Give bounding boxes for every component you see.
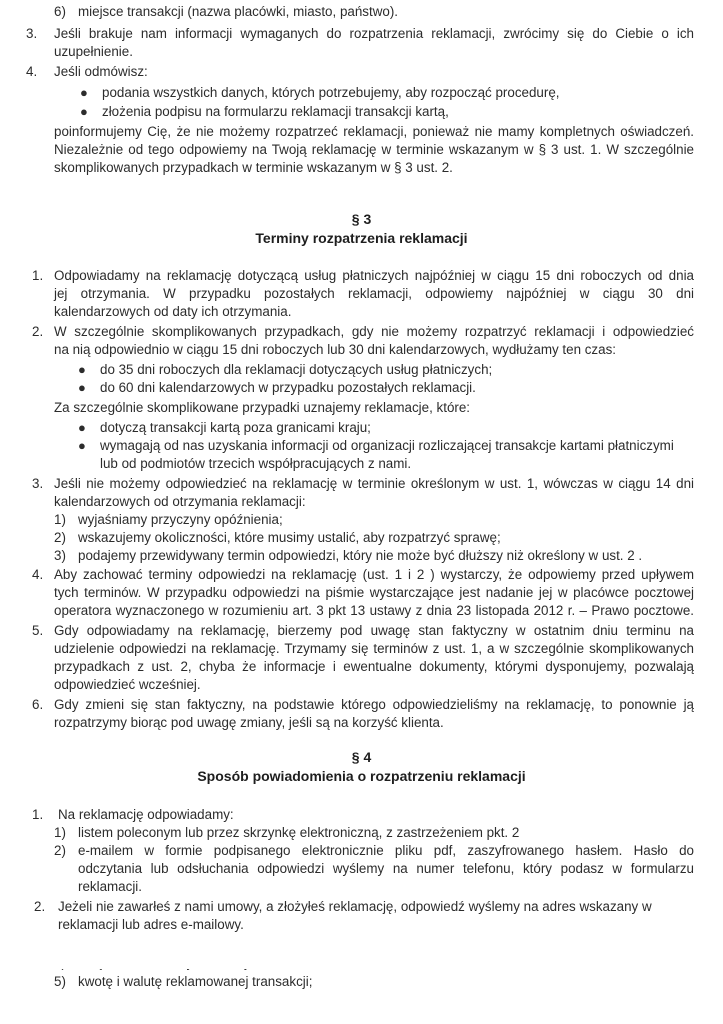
- paragraph-line: Niezależnie od tego odpowiemy na Twoją reklamację w terminie wskazanym w § 3 ust. 1. W szczególnie: [54, 142, 694, 157]
- paragraph-line: udzielenie odpowiedzi na reklamację. Trzymamy się terminów z ust. 1, a w szczególnie skomplikowanych: [54, 641, 694, 656]
- list-number: 1.: [32, 807, 44, 822]
- paragraph-line: reklamacji lub adres e-mailowy.: [58, 917, 244, 932]
- paragraph-line: Gdy zmieni się stan faktyczny, na podstawie którego odpowiedzieliśmy na reklamację, to ponownie ją: [54, 697, 694, 712]
- paragraph-line: Jeśli odmówisz:: [54, 64, 148, 79]
- page-cut-mask: [0, 955, 723, 969]
- paragraph-line: Odpowiadamy na reklamację dotyczącą usług płatniczych najpóźniej w ciągu 15 dni roboczych od dnia: [54, 268, 694, 283]
- bullet-text: złożenia podpisu na formularzu reklamacji transakcji kartą,: [102, 104, 449, 119]
- bullet-icon: ●: [78, 380, 86, 395]
- list-item-text: miejsce transakcji (nazwa placówki, miasto, państwo).: [78, 4, 399, 19]
- paragraph-line: Za szczególnie skomplikowane przypadki uznajemy reklamacje, które:: [54, 400, 471, 415]
- list-number: 2): [54, 843, 66, 858]
- bullet-icon: ●: [78, 420, 86, 435]
- paragraph-line: jej otrzymania. W przypadku pozostałych reklamacji, odpowiemy najpóźniej w ciągu 30 dni: [54, 286, 694, 301]
- list-number: 2.: [32, 324, 44, 339]
- paragraph-line: operatora wyznaczonego w rozumieniu art. 3 pkt 13 ustawy z dnia 23 listopada 2012 r. – Prawo pocztowe.: [54, 603, 694, 618]
- list-number: 2.: [34, 899, 46, 914]
- paragraph-line: Aby zachować terminy odpowiedzi na reklamację (ust. 1 i 2 ) wystarczy, że odpowiemy przed upływem: [54, 567, 694, 582]
- bullet-icon: ●: [78, 438, 86, 453]
- list-item-text: podajemy przewidywany termin odpowiedzi, który nie może być dłuższy niż określony w ust. 2 .: [78, 548, 643, 563]
- paragraph-line: Jeżeli nie zawarłeś z nami umowy, a złożyłeś reklamację, odpowiedź wyślemy na adres wskazany w: [58, 899, 652, 914]
- paragraph-line: na nią odpowiednio w ciągu 15 dni roboczych lub 30 dni kalendarzowych, wydłużamy ten czas:: [54, 342, 616, 357]
- paragraph-line: W szczególnie skomplikowanych przypadkach, gdy nie możemy rozpatrzyć reklamacji i odpowiedzieć: [54, 324, 694, 339]
- list-number: 3.: [26, 26, 38, 41]
- list-number: 4.: [32, 567, 44, 582]
- list-item-text: wskazujemy okoliczności, które musimy ustalić, aby rozpatrzyć sprawę;: [78, 530, 501, 545]
- list-number: 3.: [32, 476, 44, 491]
- paragraph-line: Jeśli nie możemy odpowiedzieć na reklamację w terminie określonym w ust. 1, wówczas w ciągu 14 dni: [54, 476, 694, 491]
- list-number: 6): [54, 4, 66, 19]
- list-number: 6.: [32, 697, 44, 712]
- list-number: 4.: [26, 64, 38, 79]
- bullet-icon: ●: [78, 362, 86, 377]
- section-title: Terminy rozpatrzenia reklamacji: [255, 230, 468, 246]
- list-item-text: e-mailem w formie podpisanego elektronicznie pliku pdf, zaszyfrowanego hasłem. Hasło do: [78, 843, 694, 858]
- list-item-text: odczytania lub odsłuchania odpowiedzi wyślemy na numer telefonu, który podasz w formularzu: [78, 861, 694, 876]
- list-number: 3): [54, 548, 66, 563]
- list-item-text: listem poleconym lub przez skrzynkę elektroniczną, z zastrzeżeniem pkt. 2: [78, 825, 520, 840]
- paragraph-line: tych terminów. W przypadku odpowiedzi na piśmie wystarczające jest nadanie jej w placówce pocztowej: [54, 585, 694, 600]
- list-number: 2): [54, 530, 66, 545]
- paragraph-line: kalendarzowych od otrzymania reklamacji:: [54, 494, 306, 509]
- bullet-text: do 60 dni kalendarzowych w przypadku pozostałych reklamacji.: [100, 380, 476, 395]
- bullet-text: do 35 dni roboczych dla reklamacji dotyczących usług płatniczych;: [100, 362, 493, 377]
- paragraph-line: Gdy odpowiadamy na reklamację, bierzemy pod uwagę stan faktyczny w ostatnim dniu terminu na: [54, 623, 694, 638]
- paragraph-line: uzupełnienie.: [54, 44, 133, 59]
- list-number: 1): [54, 825, 66, 840]
- section-symbol: § 4: [351, 749, 372, 765]
- bullet-icon: ●: [80, 104, 88, 119]
- bullet-text: lub od podmiotów trzecich współpracujących z nami.: [100, 456, 412, 471]
- section-symbol: § 3: [351, 211, 372, 227]
- list-item-text: wyjaśniamy przyczyny opóźnienia;: [78, 512, 283, 527]
- list-number: 5): [54, 974, 66, 989]
- paragraph-line: Na reklamację odpowiadamy:: [58, 807, 234, 822]
- paragraph-line: rozpatrzymy biorąc pod uwagę zmiany, jeśli są na korzyść klienta.: [54, 715, 444, 730]
- list-number: 1): [54, 512, 66, 527]
- paragraph-line: kalendarzowych od daty ich otrzymania.: [54, 304, 292, 319]
- list-number: 5.: [32, 623, 44, 638]
- paragraph-line: Jeśli brakuje nam informacji wymaganych do rozpatrzenia reklamacji, zwrócimy się do Ciebie o ich: [54, 26, 694, 41]
- list-item-text: kwotę i walutę reklamowanej transakcji;: [78, 974, 313, 989]
- list-number: 1.: [32, 268, 44, 283]
- paragraph-line: poinformujemy Cię, że nie możemy rozpatrzeć reklamacji, ponieważ nie mamy kompletnych oświadczeń.: [54, 124, 694, 139]
- paragraph-line: odpowiedzieć wcześniej.: [54, 677, 201, 692]
- bullet-text: wymagają od nas uzyskania informacji od organizacji rozliczającej transakcje kartami płatniczymi: [100, 438, 674, 453]
- list-item-text: reklamacji.: [78, 879, 142, 894]
- paragraph-line: skomplikowanych przypadkach w terminie wskazanym w § 3 ust. 2.: [54, 160, 453, 175]
- bullet-text: podania wszystkich danych, których potrzebujemy, aby rozpocząć procedurę,: [102, 85, 560, 100]
- bullet-icon: ●: [80, 85, 88, 100]
- bullet-text: dotyczą transakcji kartą poza granicami kraju;: [100, 420, 371, 435]
- paragraph-line: przypadkach z ust. 2, chyba że informacje i ewentualne dokumenty, którymi dysponujemy, pozwalają: [54, 659, 694, 674]
- section-title: Sposób powiadomienia o rozpatrzeniu reklamacji: [197, 768, 526, 784]
